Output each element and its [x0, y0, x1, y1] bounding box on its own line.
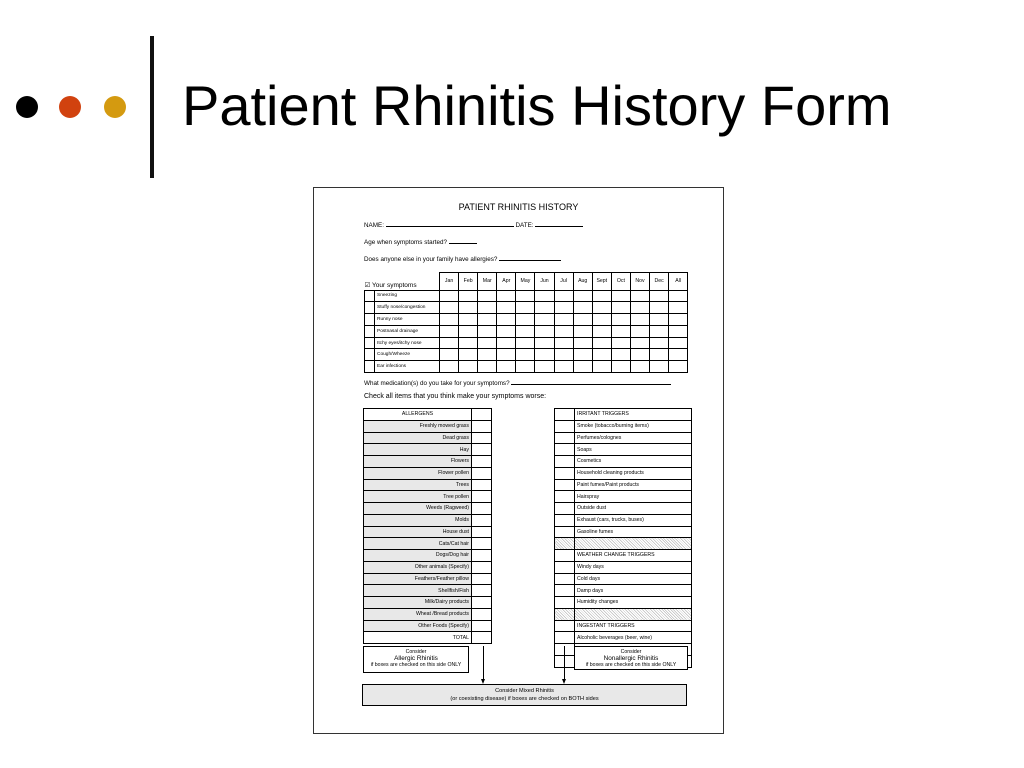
irritant-item-checkbox[interactable]: [555, 432, 575, 444]
month-cell[interactable]: [497, 290, 516, 302]
month-cell[interactable]: [650, 325, 669, 337]
symptom-checkbox[interactable]: [365, 337, 375, 349]
allergen-checkbox[interactable]: [472, 491, 492, 503]
month-cell[interactable]: [573, 361, 592, 373]
weather-item-checkbox[interactable]: [555, 561, 575, 573]
weather-item-row: [555, 573, 692, 585]
irritant-item-row: [555, 503, 692, 515]
allergen-row: [364, 597, 492, 609]
irritant-item-checkbox[interactable]: [555, 479, 575, 491]
month-cell[interactable]: [497, 349, 516, 361]
weather-item-label: Windy days: [575, 561, 692, 573]
month-cell[interactable]: [478, 302, 497, 314]
month-cell[interactable]: [497, 314, 516, 326]
month-cell[interactable]: [630, 361, 649, 373]
consider-nonallergic-line1: Consider: [620, 649, 642, 655]
month-cell[interactable]: [440, 325, 459, 337]
month-cell[interactable]: [554, 314, 573, 326]
consider-mixed-line2: (or coexisting disease) if boxes are checked on BOTH sides: [450, 695, 599, 702]
arrow-line-left: [483, 646, 484, 679]
header-spacer: [555, 620, 575, 632]
month-cell[interactable]: [592, 349, 611, 361]
allergen-label: Shellfish/Fish: [364, 585, 472, 597]
month-cell[interactable]: [497, 325, 516, 337]
consider-allergic-line1: Consider: [405, 649, 427, 655]
header-spacer: [555, 409, 575, 421]
allergen-label: Freshly mowed grass: [364, 420, 472, 432]
allergen-label: Cats/Cat hair: [364, 538, 472, 550]
weather-triggers-header: WEATHER CHANGE TRIGGERS: [575, 550, 692, 562]
month-cell[interactable]: [478, 361, 497, 373]
weather-item-row: [555, 597, 692, 609]
irritant-item-row: [555, 420, 692, 432]
month-cell[interactable]: [497, 361, 516, 373]
shaded-spacer-row: [555, 538, 692, 550]
allergen-label: Hay: [364, 444, 472, 456]
month-header: All: [669, 273, 688, 291]
month-cell[interactable]: [650, 349, 669, 361]
month-cell[interactable]: [630, 349, 649, 361]
month-header: Dec: [650, 273, 669, 291]
month-cell[interactable]: [630, 314, 649, 326]
medication-question: What medication(s) do you take for your symptoms?: [364, 380, 510, 387]
month-cell[interactable]: [630, 337, 649, 349]
allergen-label: Feathers/Feather pillow: [364, 573, 472, 585]
symptom-row: [365, 349, 688, 361]
month-cell[interactable]: [573, 325, 592, 337]
weather-item-label: Humidity changes: [575, 597, 692, 609]
consider-nonallergic-line2: Nonallergic Rhinitis: [603, 654, 659, 662]
month-cell[interactable]: [440, 314, 459, 326]
month-cell[interactable]: [478, 290, 497, 302]
ingestant-triggers-header-row: [555, 620, 692, 632]
allergen-label: Dead grass: [364, 432, 472, 444]
consider-allergic-line3: if boxes are checked on this side ONLY: [370, 662, 462, 669]
allergen-checkbox[interactable]: [472, 432, 492, 444]
irritant-item-label: Smoke (tobacco/burning items): [575, 420, 692, 432]
month-cell[interactable]: [650, 337, 669, 349]
month-cell[interactable]: [554, 361, 573, 373]
irritant-item-checkbox[interactable]: [555, 444, 575, 456]
ingestant-item-checkbox[interactable]: [555, 632, 575, 644]
month-cell[interactable]: [592, 361, 611, 373]
symptom-row: [365, 314, 688, 326]
month-cell[interactable]: [459, 325, 478, 337]
allergen-row: [364, 573, 492, 585]
weather-triggers-header-row: [555, 550, 692, 562]
irritant-item-label: Exhaust (cars, trucks, buses): [575, 514, 692, 526]
allergen-checkbox[interactable]: [472, 467, 492, 479]
month-cell[interactable]: [650, 290, 669, 302]
month-cell[interactable]: [516, 325, 535, 337]
month-cell[interactable]: [554, 302, 573, 314]
allergen-checkbox[interactable]: [472, 456, 492, 468]
month-cell[interactable]: [535, 337, 554, 349]
allergen-checkbox[interactable]: [472, 503, 492, 515]
shaded-cell: [575, 538, 692, 550]
month-cell[interactable]: [650, 314, 669, 326]
irritant-item-row: [555, 444, 692, 456]
month-cell[interactable]: [535, 302, 554, 314]
symptom-checkbox[interactable]: [365, 349, 375, 361]
month-cell[interactable]: [497, 302, 516, 314]
month-cell[interactable]: [554, 325, 573, 337]
allergen-row: [364, 503, 492, 515]
irritant-item-checkbox[interactable]: [555, 420, 575, 432]
irritant-item-checkbox[interactable]: [555, 526, 575, 538]
weather-item-row: [555, 561, 692, 573]
allergen-row: [364, 585, 492, 597]
age-line: [364, 237, 477, 246]
date-field[interactable]: [535, 220, 583, 227]
month-cell[interactable]: [459, 361, 478, 373]
month-cell[interactable]: [650, 361, 669, 373]
allergen-label: Wheat /Bread products: [364, 608, 472, 620]
allergen-label: Flowers: [364, 456, 472, 468]
month-header: Jun: [535, 273, 554, 291]
weather-item-checkbox[interactable]: [555, 573, 575, 585]
allergen-row: [364, 538, 492, 550]
irritant-item-row: [555, 467, 692, 479]
month-cell[interactable]: [459, 349, 478, 361]
date-label: DATE:: [515, 222, 534, 229]
month-cell[interactable]: [440, 302, 459, 314]
ingestant-item-label: Alcoholic beverages (beer, wine): [575, 632, 692, 644]
allergen-checkbox[interactable]: [472, 608, 492, 620]
symptom-label: Ear infections: [375, 361, 440, 373]
month-cell[interactable]: [554, 290, 573, 302]
month-header: Nov: [630, 273, 649, 291]
month-cell[interactable]: [459, 337, 478, 349]
month-cell[interactable]: [573, 349, 592, 361]
month-cell[interactable]: [669, 349, 688, 361]
symptom-checkbox[interactable]: [365, 302, 375, 314]
month-cell[interactable]: [630, 302, 649, 314]
allergens-header: ALLERGENS: [364, 409, 472, 421]
symptom-checkbox[interactable]: [365, 290, 375, 302]
month-cell[interactable]: [611, 325, 630, 337]
month-cell[interactable]: [611, 314, 630, 326]
month-cell[interactable]: [459, 302, 478, 314]
weather-item-checkbox[interactable]: [555, 597, 575, 609]
month-cell[interactable]: [650, 302, 669, 314]
irritant-item-label: Gasoline fumes: [575, 526, 692, 538]
consider-allergic-box: [363, 646, 469, 673]
allergen-checkbox[interactable]: [472, 526, 492, 538]
irritant-item-row: [555, 456, 692, 468]
allergen-checkbox[interactable]: [472, 538, 492, 550]
month-cell[interactable]: [459, 314, 478, 326]
allergens-list: [363, 408, 492, 644]
month-cell[interactable]: [592, 337, 611, 349]
month-header: Mar: [478, 273, 497, 291]
family-field[interactable]: [499, 254, 561, 261]
allergen-label: Flower pollen: [364, 467, 472, 479]
slide-title: Patient Rhinitis History Form: [182, 74, 892, 137]
ingestant-item-row: [555, 632, 692, 644]
month-cell[interactable]: [440, 349, 459, 361]
irritant-item-label: Perfumes/colognes: [575, 432, 692, 444]
month-cell[interactable]: [611, 349, 630, 361]
bullet-dot-black: [16, 96, 38, 118]
allergen-row: [364, 432, 492, 444]
allergen-label: Other animals (Specify): [364, 561, 472, 573]
allergen-label: Molds: [364, 514, 472, 526]
symptom-row: [365, 325, 688, 337]
family-line: [364, 254, 561, 263]
allergen-row: [364, 491, 492, 503]
allergen-row: [364, 444, 492, 456]
symptom-checkbox[interactable]: [365, 325, 375, 337]
allergen-row: [364, 420, 492, 432]
month-header: Apr: [497, 273, 516, 291]
month-cell[interactable]: [669, 302, 688, 314]
irritant-item-row: [555, 432, 692, 444]
allergen-label: Trees: [364, 479, 472, 491]
month-cell[interactable]: [573, 337, 592, 349]
month-cell[interactable]: [516, 314, 535, 326]
month-cell[interactable]: [592, 302, 611, 314]
symptom-label: Cough/Wheeze: [375, 349, 440, 361]
month-cell[interactable]: [554, 337, 573, 349]
allergen-total-box[interactable]: [472, 632, 492, 644]
month-cell[interactable]: [516, 349, 535, 361]
title-divider: [150, 36, 154, 178]
allergen-label: Milk/Dairy products: [364, 597, 472, 609]
month-cell[interactable]: [440, 290, 459, 302]
month-cell[interactable]: [535, 325, 554, 337]
month-cell[interactable]: [516, 302, 535, 314]
month-cell[interactable]: [516, 337, 535, 349]
month-cell[interactable]: [592, 290, 611, 302]
allergen-label: Weeds (Ragweed): [364, 503, 472, 515]
irritant-item-row: [555, 514, 692, 526]
month-header: Feb: [459, 273, 478, 291]
allergens-header-row: [364, 409, 492, 421]
shaded-cell: [575, 608, 692, 620]
month-cell[interactable]: [497, 337, 516, 349]
month-header: Oct: [611, 273, 630, 291]
allergen-total-label: TOTAL: [364, 632, 472, 644]
month-header: Sept: [592, 273, 611, 291]
month-cell[interactable]: [535, 349, 554, 361]
month-cell[interactable]: [611, 302, 630, 314]
allergen-checkbox[interactable]: [472, 561, 492, 573]
symptom-row: [365, 290, 688, 302]
irritant-item-row: [555, 479, 692, 491]
allergen-row: [364, 608, 492, 620]
allergen-checkbox[interactable]: [472, 550, 492, 562]
allergen-row: [364, 550, 492, 562]
month-header: May: [516, 273, 535, 291]
month-cell[interactable]: [516, 290, 535, 302]
month-cell[interactable]: [573, 302, 592, 314]
month-cell[interactable]: [669, 290, 688, 302]
symptom-row: [365, 337, 688, 349]
symptom-row: [365, 302, 688, 314]
name-line: [364, 220, 583, 229]
symptom-checkbox[interactable]: [365, 314, 375, 326]
allergen-label: House dust: [364, 526, 472, 538]
symptom-label: Itchy eyes/itchy nose: [375, 337, 440, 349]
triggers-list: [554, 408, 692, 668]
bullet-dot-gold: [104, 96, 126, 118]
month-cell[interactable]: [592, 314, 611, 326]
header-spacer: [555, 550, 575, 562]
month-cell[interactable]: [573, 314, 592, 326]
month-cell[interactable]: [478, 314, 497, 326]
month-cell[interactable]: [592, 325, 611, 337]
weather-item-label: Damp days: [575, 585, 692, 597]
allergen-checkbox[interactable]: [472, 573, 492, 585]
month-cell[interactable]: [440, 337, 459, 349]
consider-nonallergic-line3: if boxes are checked on this side ONLY: [585, 662, 677, 669]
allergen-checkbox[interactable]: [472, 479, 492, 491]
age-field[interactable]: [449, 237, 477, 244]
allergen-checkbox[interactable]: [472, 514, 492, 526]
irritant-item-label: Hairspray: [575, 491, 692, 503]
irritant-item-label: Paint fumes/Paint products: [575, 479, 692, 491]
age-question: Age when symptoms started?: [364, 239, 447, 246]
month-cell[interactable]: [630, 290, 649, 302]
irritant-item-checkbox[interactable]: [555, 467, 575, 479]
irritant-item-checkbox[interactable]: [555, 456, 575, 468]
header-spacer: [472, 409, 492, 421]
symptom-row: [365, 361, 688, 373]
allergen-row: [364, 514, 492, 526]
weather-item-label: Cold days: [575, 573, 692, 585]
allergen-total-row: [364, 632, 492, 644]
month-cell[interactable]: [611, 337, 630, 349]
irritant-triggers-header-row: [555, 409, 692, 421]
month-cell[interactable]: [478, 325, 497, 337]
arrow-line-right: [564, 646, 565, 679]
month-cell[interactable]: [535, 314, 554, 326]
month-cell[interactable]: [554, 349, 573, 361]
month-header: Aug: [573, 273, 592, 291]
month-cell[interactable]: [440, 361, 459, 373]
month-cell[interactable]: [573, 290, 592, 302]
shaded-cell: [555, 608, 575, 620]
allergen-row: [364, 526, 492, 538]
weather-item-checkbox[interactable]: [555, 585, 575, 597]
irritant-item-checkbox[interactable]: [555, 491, 575, 503]
consider-allergic-line2: Allergic Rhinitis: [394, 654, 438, 662]
symptom-label: Stuffy nose/congestion: [375, 302, 440, 314]
month-cell[interactable]: [669, 314, 688, 326]
allergen-row: [364, 561, 492, 573]
month-cell[interactable]: [669, 325, 688, 337]
month-cell[interactable]: [478, 337, 497, 349]
form-title: PATIENT RHINITIS HISTORY: [458, 202, 579, 212]
allergen-row: [364, 620, 492, 632]
month-header: Jul: [554, 273, 573, 291]
symptom-label: Sneezing: [375, 290, 440, 302]
allergen-label: Dogs/Dog hair: [364, 550, 472, 562]
month-cell[interactable]: [611, 290, 630, 302]
allergen-checkbox[interactable]: [472, 420, 492, 432]
irritant-triggers-header: IRRITANT TRIGGERS: [575, 409, 692, 421]
irritant-item-row: [555, 491, 692, 503]
consider-mixed-box: [362, 684, 687, 706]
irritant-item-checkbox[interactable]: [555, 503, 575, 515]
symptom-label: Postnasal drainage: [375, 325, 440, 337]
month-header: Jan: [440, 273, 459, 291]
consider-mixed-line1: Consider Mixed Rhinitis: [495, 688, 554, 694]
allergen-checkbox[interactable]: [472, 597, 492, 609]
shaded-spacer-row: [555, 608, 692, 620]
allergen-row: [364, 456, 492, 468]
month-cell[interactable]: [630, 325, 649, 337]
allergen-checkbox[interactable]: [472, 585, 492, 597]
month-cell[interactable]: [478, 349, 497, 361]
symptoms-month-table: [364, 272, 688, 373]
irritant-item-label: Cosmetics: [575, 456, 692, 468]
month-cell[interactable]: [516, 361, 535, 373]
month-cell[interactable]: [459, 290, 478, 302]
allergen-row: [364, 479, 492, 491]
allergen-label: Other Foods (Specify): [364, 620, 472, 632]
symptoms-header: ☑ Your symptoms: [364, 281, 417, 289]
month-cell[interactable]: [611, 361, 630, 373]
consider-nonallergic-box: [574, 646, 688, 670]
irritant-item-checkbox[interactable]: [555, 514, 575, 526]
month-cell[interactable]: [535, 290, 554, 302]
month-cell[interactable]: [669, 337, 688, 349]
check-instruction: Check all items that you think make your symptoms worse:: [364, 393, 547, 400]
irritant-item-row: [555, 526, 692, 538]
month-cell[interactable]: [535, 361, 554, 373]
weather-item-row: [555, 585, 692, 597]
medication-line: [364, 378, 671, 387]
irritant-item-label: Household cleaning products: [575, 467, 692, 479]
symptom-label: Runny nose: [375, 314, 440, 326]
allergen-label: Tree pollen: [364, 491, 472, 503]
shaded-cell: [555, 538, 575, 550]
name-label: NAME:: [364, 222, 384, 229]
family-question: Does anyone else in your family have allergies?: [364, 256, 498, 263]
symptom-checkbox[interactable]: [365, 361, 375, 373]
irritant-item-label: Outside dust: [575, 503, 692, 515]
month-cell[interactable]: [669, 361, 688, 373]
bullet-dot-orange: [59, 96, 81, 118]
allergen-checkbox[interactable]: [472, 444, 492, 456]
name-field[interactable]: [386, 220, 514, 227]
irritant-item-label: Soaps: [575, 444, 692, 456]
allergen-checkbox[interactable]: [472, 620, 492, 632]
medication-field[interactable]: [511, 378, 671, 385]
ingestant-triggers-header: INGESTANT TRIGGERS: [575, 620, 692, 632]
allergen-row: [364, 467, 492, 479]
rhinitis-history-form: [313, 187, 724, 734]
